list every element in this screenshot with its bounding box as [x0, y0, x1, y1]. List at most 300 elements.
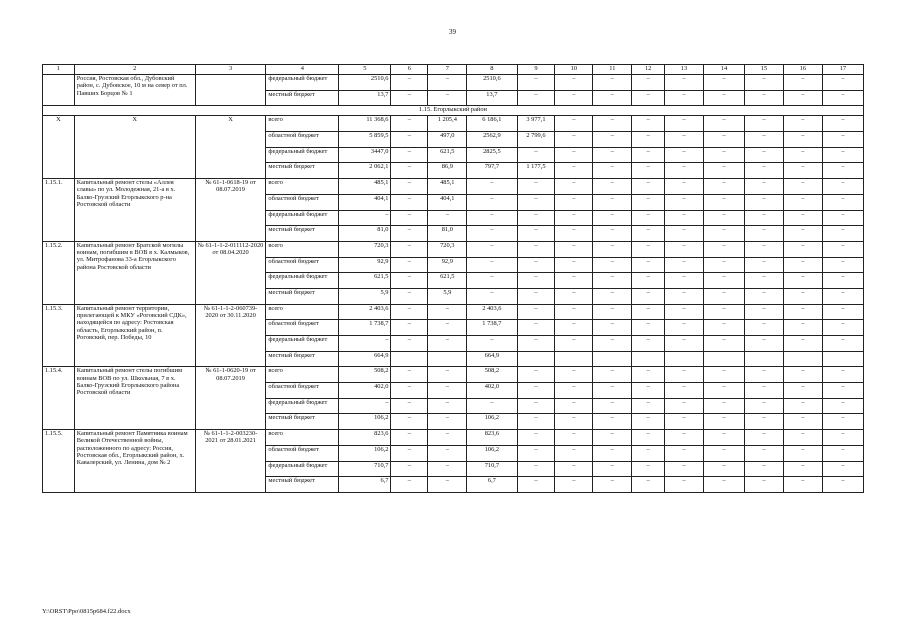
value-cell: – [822, 257, 863, 273]
value-cell: – [555, 288, 593, 304]
value-cell: – [555, 414, 593, 430]
value-cell: 720,3 [428, 241, 467, 257]
value-cell: – [517, 194, 555, 210]
value-cell: 402,0 [467, 383, 517, 399]
funding-source: областной бюджет [266, 257, 339, 273]
value-cell: – [783, 210, 822, 226]
value-cell: – [555, 163, 593, 179]
value-cell: – [704, 320, 745, 336]
value-cell: – [391, 210, 428, 226]
value-cell: – [665, 477, 704, 493]
value-cell: – [391, 226, 428, 242]
value-cell: – [783, 336, 822, 352]
value-cell: – [593, 430, 632, 446]
value-cell: – [339, 336, 391, 352]
document-ref: № 61-1-0620-19 от 08.07.2019 [195, 367, 266, 430]
value-cell: – [593, 398, 632, 414]
value-cell: – [822, 273, 863, 289]
value-cell: – [467, 194, 517, 210]
funding-source: федеральный бюджет [266, 398, 339, 414]
value-cell: – [555, 147, 593, 163]
value-cell: 2510,6 [467, 75, 517, 91]
value-cell: – [517, 414, 555, 430]
value-cell: – [593, 163, 632, 179]
value-cell: – [632, 445, 665, 461]
value-cell: 404,1 [428, 194, 467, 210]
value-cell: – [632, 430, 665, 446]
value-cell: – [783, 461, 822, 477]
value-cell: – [665, 461, 704, 477]
value-cell: – [704, 367, 745, 383]
value-cell: – [665, 288, 704, 304]
value-cell: – [665, 90, 704, 106]
value-cell: – [665, 445, 704, 461]
funding-source: областной бюджет [266, 194, 339, 210]
document-ref: № 61-1-1-2-003230-2021 от 28.01.2021 [195, 430, 266, 493]
value-cell: – [783, 241, 822, 257]
value-cell: 485,1 [428, 179, 467, 195]
column-number: 14 [704, 65, 745, 75]
funding-source: местный бюджет [266, 226, 339, 242]
value-cell: – [632, 241, 665, 257]
value-cell: – [783, 477, 822, 493]
value-cell: – [632, 288, 665, 304]
value-cell: – [391, 90, 428, 106]
value-cell: – [783, 445, 822, 461]
value-cell: 404,1 [339, 194, 391, 210]
value-cell: – [783, 398, 822, 414]
value-cell: 1 177,5 [517, 163, 555, 179]
value-cell: – [632, 179, 665, 195]
funding-source: федеральный бюджет [266, 273, 339, 289]
value-cell: – [391, 273, 428, 289]
value-cell: – [822, 132, 863, 148]
value-cell: – [704, 430, 745, 446]
value-cell: – [428, 398, 467, 414]
value-cell: – [704, 147, 745, 163]
value-cell: 13,7 [339, 90, 391, 106]
value-cell: – [391, 383, 428, 399]
value-cell: – [632, 75, 665, 91]
value-cell: – [391, 257, 428, 273]
object-name: Капитальный ремонт стелы «Аллея славы» по ул. Молодежная, 21-а в х. Балко-Грузский Егорлыкского р-на Ростовской области [74, 179, 195, 242]
value-cell: – [555, 75, 593, 91]
column-number: 8 [467, 65, 517, 75]
value-cell: – [704, 90, 745, 106]
value-cell: – [665, 75, 704, 91]
value-cell: – [555, 194, 593, 210]
funding-source: областной бюджет [266, 320, 339, 336]
value-cell [593, 351, 632, 367]
value-cell: – [632, 194, 665, 210]
value-cell: – [593, 179, 632, 195]
value-cell: – [632, 336, 665, 352]
value-cell: – [517, 75, 555, 91]
item-number: Х [43, 116, 75, 179]
value-cell: – [704, 226, 745, 242]
table-row [43, 179, 864, 195]
value-cell: – [783, 75, 822, 91]
value-cell: 2 403,6 [339, 304, 391, 320]
value-cell: – [822, 383, 863, 399]
object-name: Россия, Ростовская обл., Дубовский район, с. Дубовское, 10 м на север от пл. Павших Борцов № 1 [74, 75, 195, 106]
column-number: 9 [517, 65, 555, 75]
value-cell: 664,9 [339, 351, 391, 367]
value-cell: – [555, 304, 593, 320]
value-cell: – [428, 75, 467, 91]
value-cell: – [665, 336, 704, 352]
value-cell: – [467, 273, 517, 289]
value-cell: – [745, 445, 784, 461]
value-cell: – [632, 304, 665, 320]
value-cell: – [391, 336, 428, 352]
value-cell: – [822, 336, 863, 352]
value-cell: – [593, 116, 632, 132]
value-cell: 1 738,7 [339, 320, 391, 336]
value-cell: 621,5 [339, 273, 391, 289]
value-cell: – [632, 383, 665, 399]
column-number: 12 [632, 65, 665, 75]
value-cell: – [517, 304, 555, 320]
value-cell: – [632, 367, 665, 383]
value-cell: – [593, 132, 632, 148]
value-cell: 6 186,1 [467, 116, 517, 132]
value-cell: – [632, 147, 665, 163]
value-cell: – [665, 241, 704, 257]
value-cell: 92,9 [339, 257, 391, 273]
table-row [43, 367, 864, 383]
value-cell: – [665, 414, 704, 430]
value-cell: – [783, 383, 822, 399]
value-cell: 92,9 [428, 257, 467, 273]
value-cell [517, 351, 555, 367]
funding-source: федеральный бюджет [266, 147, 339, 163]
value-cell: – [822, 75, 863, 91]
value-cell: – [745, 241, 784, 257]
value-cell: – [704, 241, 745, 257]
value-cell: – [593, 90, 632, 106]
table-row [43, 304, 864, 320]
value-cell: – [517, 257, 555, 273]
value-cell: – [517, 273, 555, 289]
value-cell: – [665, 430, 704, 446]
value-cell: 106,2 [339, 445, 391, 461]
value-cell: – [704, 194, 745, 210]
value-cell: 106,2 [339, 414, 391, 430]
value-cell: – [593, 147, 632, 163]
value-cell: – [593, 336, 632, 352]
value-cell: – [391, 367, 428, 383]
value-cell: 664,9 [467, 351, 517, 367]
table-row [43, 241, 864, 257]
value-cell: – [704, 116, 745, 132]
table-row [43, 116, 864, 132]
column-number: 13 [665, 65, 704, 75]
funding-source: местный бюджет [266, 288, 339, 304]
value-cell: – [339, 398, 391, 414]
value-cell: – [391, 304, 428, 320]
value-cell: – [665, 273, 704, 289]
value-cell: – [745, 477, 784, 493]
section-title: 1.15. Егорлыкский район [43, 106, 864, 116]
value-cell: – [665, 367, 704, 383]
value-cell: – [555, 241, 593, 257]
value-cell: – [822, 210, 863, 226]
value-cell: 485,1 [339, 179, 391, 195]
item-number: 1.15.1. [43, 179, 75, 242]
value-cell: – [745, 226, 784, 242]
value-cell: 508,2 [339, 367, 391, 383]
column-number: 6 [391, 65, 428, 75]
value-cell: – [822, 288, 863, 304]
value-cell: – [704, 132, 745, 148]
value-cell: – [822, 226, 863, 242]
value-cell: – [665, 320, 704, 336]
value-cell: – [391, 414, 428, 430]
value-cell: – [783, 226, 822, 242]
value-cell: – [632, 163, 665, 179]
value-cell: – [704, 304, 745, 320]
funding-source: областной бюджет [266, 132, 339, 148]
value-cell: – [632, 210, 665, 226]
value-cell: – [783, 288, 822, 304]
value-cell: – [745, 132, 784, 148]
document-ref [195, 75, 266, 106]
value-cell: – [822, 163, 863, 179]
value-cell: – [467, 179, 517, 195]
value-cell: – [517, 367, 555, 383]
value-cell: – [745, 90, 784, 106]
value-cell: 720,3 [339, 241, 391, 257]
value-cell: 13,7 [467, 90, 517, 106]
column-number: 15 [745, 65, 784, 75]
value-cell: – [555, 367, 593, 383]
column-number-row [43, 65, 864, 75]
value-cell: – [593, 477, 632, 493]
value-cell: 823,6 [467, 430, 517, 446]
value-cell: – [704, 273, 745, 289]
value-cell: – [428, 477, 467, 493]
value-cell: – [593, 194, 632, 210]
value-cell: – [391, 194, 428, 210]
value-cell: – [745, 273, 784, 289]
value-cell: – [822, 179, 863, 195]
value-cell: – [745, 320, 784, 336]
value-cell: – [704, 75, 745, 91]
value-cell: 402,0 [339, 383, 391, 399]
value-cell: 2562,9 [467, 132, 517, 148]
value-cell: – [704, 210, 745, 226]
document-ref: № 61-1-1-2-011112-2020 от 08.04.2020 [195, 241, 266, 304]
value-cell: – [517, 398, 555, 414]
value-cell: – [517, 461, 555, 477]
value-cell: – [783, 90, 822, 106]
value-cell: – [391, 147, 428, 163]
value-cell: – [467, 288, 517, 304]
value-cell: 106,2 [467, 445, 517, 461]
object-name: Капитальный ремонт Братской могилы воинам, погибшим в ВОВ в х. Калмыков, ул. Митрофанова 33-а Егорлыкского района Ростовской области [74, 241, 195, 304]
value-cell: – [783, 132, 822, 148]
value-cell: 5,9 [428, 288, 467, 304]
value-cell: – [822, 194, 863, 210]
value-cell [555, 351, 593, 367]
value-cell: – [783, 304, 822, 320]
value-cell: 621,5 [428, 273, 467, 289]
value-cell: – [745, 288, 784, 304]
value-cell: – [665, 163, 704, 179]
value-cell: – [745, 194, 784, 210]
object-name: Х [74, 116, 195, 179]
value-cell: – [632, 477, 665, 493]
value-cell: – [593, 304, 632, 320]
value-cell: – [391, 461, 428, 477]
value-cell: – [745, 414, 784, 430]
value-cell: – [822, 398, 863, 414]
value-cell: 5,9 [339, 288, 391, 304]
value-cell: 710,7 [339, 461, 391, 477]
value-cell: – [783, 116, 822, 132]
table-row [43, 430, 864, 446]
funding-source: местный бюджет [266, 414, 339, 430]
value-cell: – [391, 179, 428, 195]
value-cell: 797,7 [467, 163, 517, 179]
funding-source: местный бюджет [266, 351, 339, 367]
value-cell: – [517, 179, 555, 195]
object-name: Капитальный ремонт Памятника воинам Великой Отечественной войны, расположенного по адресу: Россия, Ростовская обл., Егорлыкский район, х. Кавалерский, ул. Ленина, дом № 2 [74, 430, 195, 493]
funding-source: местный бюджет [266, 163, 339, 179]
value-cell: – [555, 273, 593, 289]
value-cell: – [822, 147, 863, 163]
value-cell: 11 368,6 [339, 116, 391, 132]
value-cell: – [467, 257, 517, 273]
value-cell: – [517, 477, 555, 493]
value-cell: 2 062,1 [339, 163, 391, 179]
value-cell: – [428, 90, 467, 106]
value-cell: 2 403,6 [467, 304, 517, 320]
value-cell: – [704, 461, 745, 477]
value-cell: – [428, 304, 467, 320]
page-number: 39 [449, 28, 456, 36]
value-cell: – [704, 288, 745, 304]
file-path-footer: Y:\ORST\Ppo\0815p684.f22.docx [42, 608, 131, 615]
value-cell: 2510,6 [339, 75, 391, 91]
value-cell: – [704, 257, 745, 273]
funding-source: федеральный бюджет [266, 210, 339, 226]
value-cell: 508,2 [467, 367, 517, 383]
column-number: 7 [428, 65, 467, 75]
value-cell: 2825,5 [467, 147, 517, 163]
value-cell: – [555, 336, 593, 352]
value-cell: – [555, 257, 593, 273]
value-cell: – [517, 383, 555, 399]
value-cell: – [704, 179, 745, 195]
value-cell [632, 351, 665, 367]
value-cell: – [822, 414, 863, 430]
value-cell: – [822, 461, 863, 477]
value-cell: – [632, 414, 665, 430]
value-cell: – [467, 241, 517, 257]
value-cell [428, 351, 467, 367]
value-cell: – [391, 398, 428, 414]
value-cell: – [665, 257, 704, 273]
value-cell: – [391, 320, 428, 336]
value-cell: – [783, 367, 822, 383]
value-cell: – [745, 398, 784, 414]
value-cell: – [391, 288, 428, 304]
value-cell: 710,7 [467, 461, 517, 477]
value-cell: – [593, 210, 632, 226]
value-cell: – [745, 75, 784, 91]
value-cell [704, 351, 745, 367]
value-cell: – [745, 116, 784, 132]
funding-source: всего [266, 430, 339, 446]
value-cell: – [428, 383, 467, 399]
value-cell: 3447,0 [339, 147, 391, 163]
value-cell: – [783, 320, 822, 336]
value-cell: – [555, 445, 593, 461]
value-cell: – [665, 147, 704, 163]
value-cell: – [428, 336, 467, 352]
funding-source: всего [266, 241, 339, 257]
value-cell: – [632, 90, 665, 106]
column-number: 16 [783, 65, 822, 75]
value-cell [745, 351, 784, 367]
value-cell: – [745, 257, 784, 273]
item-number: 1.15.2. [43, 241, 75, 304]
funding-source: федеральный бюджет [266, 336, 339, 352]
value-cell: – [704, 383, 745, 399]
value-cell: – [593, 226, 632, 242]
value-cell: – [783, 414, 822, 430]
value-cell: – [517, 241, 555, 257]
value-cell: – [704, 163, 745, 179]
value-cell: – [391, 241, 428, 257]
funding-source: всего [266, 304, 339, 320]
funding-source: областной бюджет [266, 383, 339, 399]
column-number: 17 [822, 65, 863, 75]
column-number: 5 [339, 65, 391, 75]
value-cell: – [822, 304, 863, 320]
value-cell: – [632, 461, 665, 477]
value-cell: – [391, 477, 428, 493]
value-cell: – [593, 288, 632, 304]
value-cell: – [555, 210, 593, 226]
value-cell: – [593, 414, 632, 430]
value-cell: – [517, 147, 555, 163]
value-cell: – [555, 116, 593, 132]
value-cell: – [822, 445, 863, 461]
value-cell: – [783, 430, 822, 446]
value-cell [391, 351, 428, 367]
value-cell: – [555, 477, 593, 493]
value-cell: – [555, 430, 593, 446]
funding-source: всего [266, 179, 339, 195]
value-cell: – [745, 147, 784, 163]
value-cell: – [822, 477, 863, 493]
item-number: 1.15.3. [43, 304, 75, 367]
value-cell: – [745, 179, 784, 195]
value-cell: – [517, 430, 555, 446]
value-cell: 6,7 [339, 477, 391, 493]
value-cell [665, 351, 704, 367]
value-cell: – [665, 398, 704, 414]
funding-source: областной бюджет [266, 445, 339, 461]
value-cell: – [517, 90, 555, 106]
value-cell: – [517, 288, 555, 304]
column-number: 4 [266, 65, 339, 75]
value-cell: – [632, 398, 665, 414]
value-cell: – [428, 430, 467, 446]
